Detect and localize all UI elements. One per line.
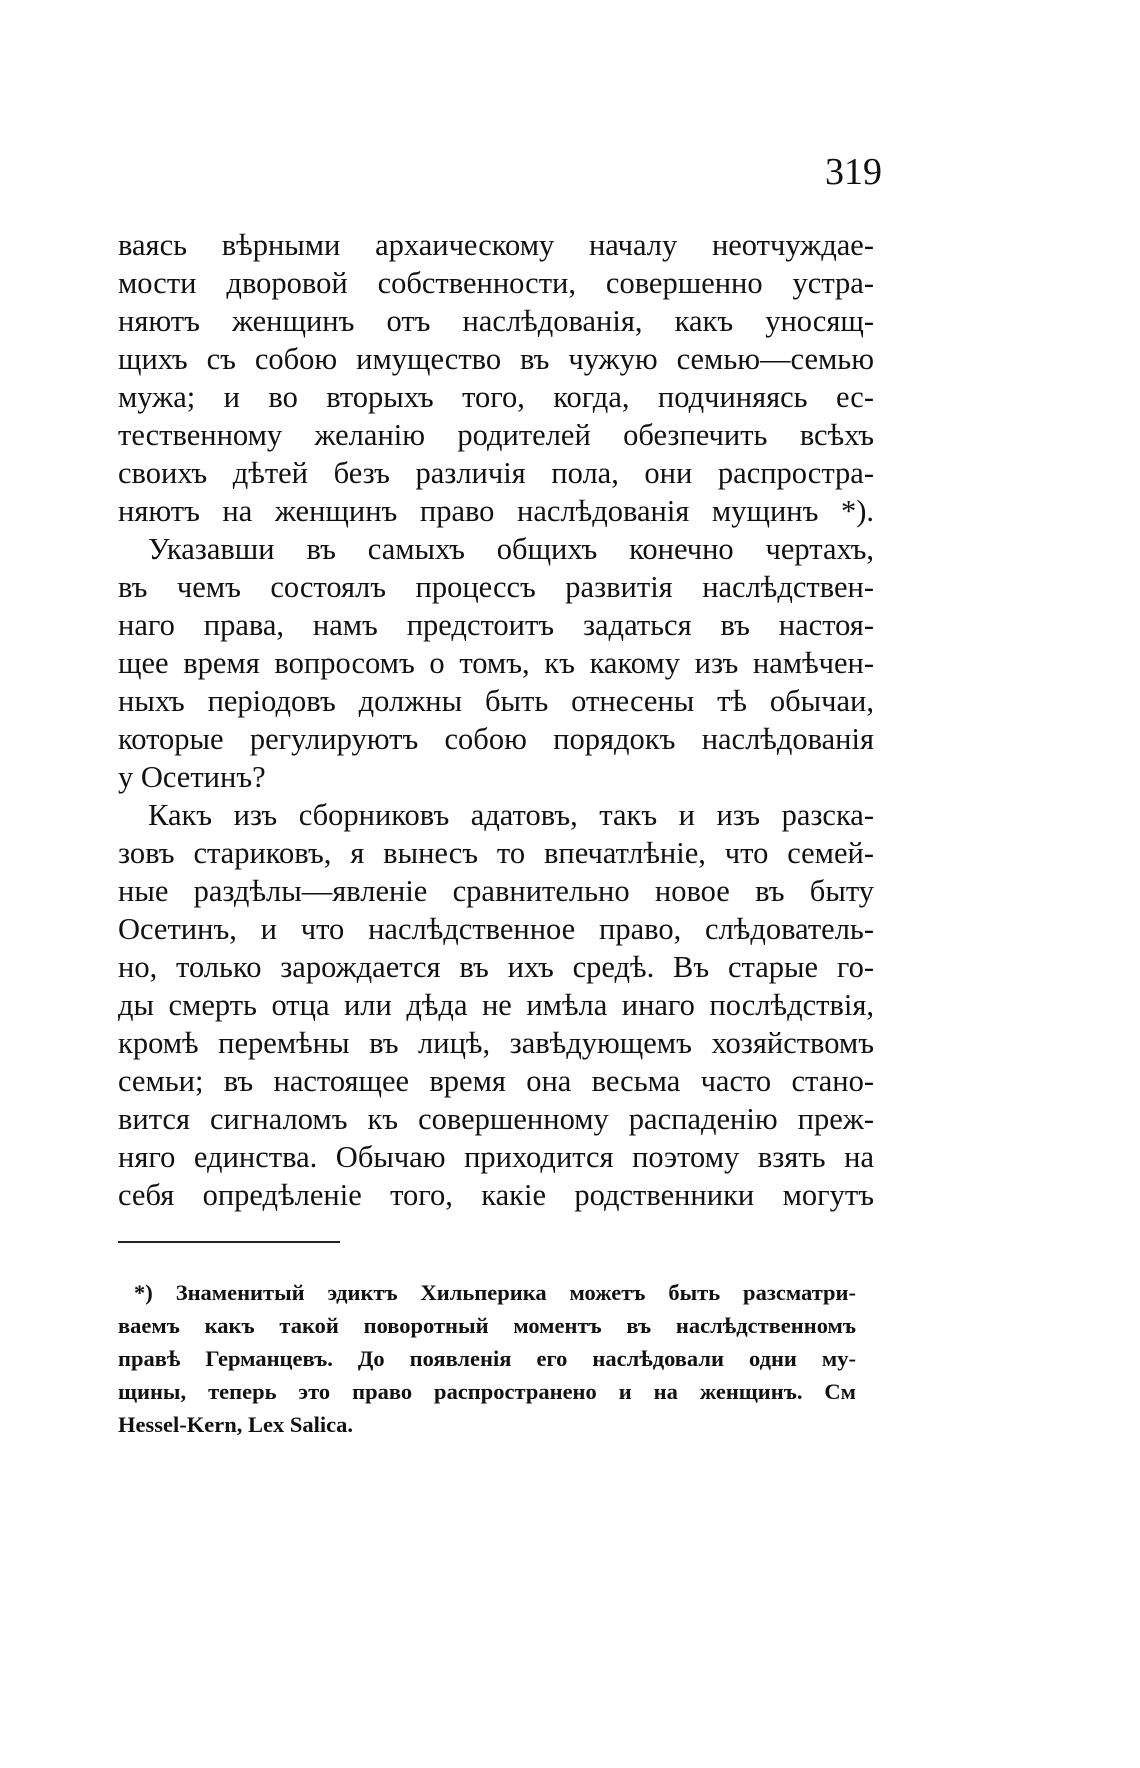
text-line: которые регулируютъ собою порядокъ наслѣдованія [118, 722, 874, 756]
text-line: щее время вопросомъ о томъ, къ какому изъ намѣчен- [118, 646, 874, 680]
footnote-line: *) Знаменитый эдиктъ Хильперика можетъ быть разсматри- [134, 1280, 856, 1305]
text-line: няютъ на женщинъ право наслѣдованія мущинъ *). [118, 494, 874, 528]
page-number: 319 [825, 151, 882, 193]
text-line: щихъ съ собою имущество въ чужую семью—семью [118, 342, 874, 376]
text-line: Осетинъ, и что наслѣдственное право, слѣдователь- [118, 912, 874, 946]
text-line: кромѣ перемѣны въ лицѣ, завѣдующемъ хозяйствомъ [118, 1026, 874, 1060]
footnote-line: Hessel-Kern, Lex Salica. [118, 1412, 353, 1437]
text-line: няго единства. Обычаю приходится поэтому взять на [118, 1140, 874, 1174]
text-line: ные раздѣлы—явленіе сравнительно новое въ быту [118, 874, 874, 908]
footnote-line: ваемъ какъ такой поворотный моментъ въ наслѣдственномъ [118, 1313, 856, 1338]
text-line: своихъ дѣтей безъ различія пола, они распростра- [118, 456, 874, 490]
text-line: тественному желанію родителей обезпечить всѣхъ [118, 418, 874, 452]
text-line: въ чемъ состоялъ процессъ развитія наслѣдствен- [118, 570, 874, 604]
text-line: но, только зарождается въ ихъ средѣ. Въ старые го- [118, 950, 874, 984]
paragraph-3 [118, 796, 874, 1214]
text-line: у Осетинъ? [118, 760, 266, 794]
text-line: няютъ женщинъ отъ наслѣдованія, какъ уносящ- [118, 304, 874, 338]
text-line: наго права, намъ предстоитъ задаться въ настоя- [118, 608, 874, 642]
paragraph-2 [118, 530, 874, 796]
text-line: ныхъ періодовъ должны быть отнесены тѣ обычаи, [118, 684, 874, 718]
text-line: вится сигналомъ къ совершенному распаденію преж- [118, 1102, 874, 1136]
paragraph-1 [118, 226, 874, 530]
text-line: ды смерть отца или дѣда не имѣла инаго послѣдствія, [118, 988, 874, 1022]
text-line: зовъ стариковъ, я вынесъ то впечатлѣніе, что семей- [118, 836, 874, 870]
text-line: мужа; и во вторыхъ того, когда, подчиняясь ес- [118, 380, 874, 414]
text-line: ваясь вѣрными архаическому началу неотчуждае- [118, 228, 874, 262]
text-line: Указавши въ самыхъ общихъ конечно чертахъ, [148, 532, 874, 566]
text-line: семьи; въ настоящее время она весьма часто стано- [118, 1064, 874, 1098]
text-line: Какъ изъ сборниковъ адатовъ, такъ и изъ разска- [148, 798, 874, 832]
footnote-line: щины, теперь это право распространено и на женщинъ. См [118, 1379, 856, 1404]
footnote-separator [118, 1241, 340, 1243]
footnote-line: правѣ Германцевъ. До появленія его наслѣдовали одни му- [118, 1346, 856, 1371]
text-line: мости дворовой собственности, совершенно устра- [118, 266, 874, 300]
text-line: себя опредѣленіе того, какіе родственники могутъ [118, 1178, 874, 1212]
footnote [118, 1276, 856, 1441]
body-text [118, 226, 874, 1214]
